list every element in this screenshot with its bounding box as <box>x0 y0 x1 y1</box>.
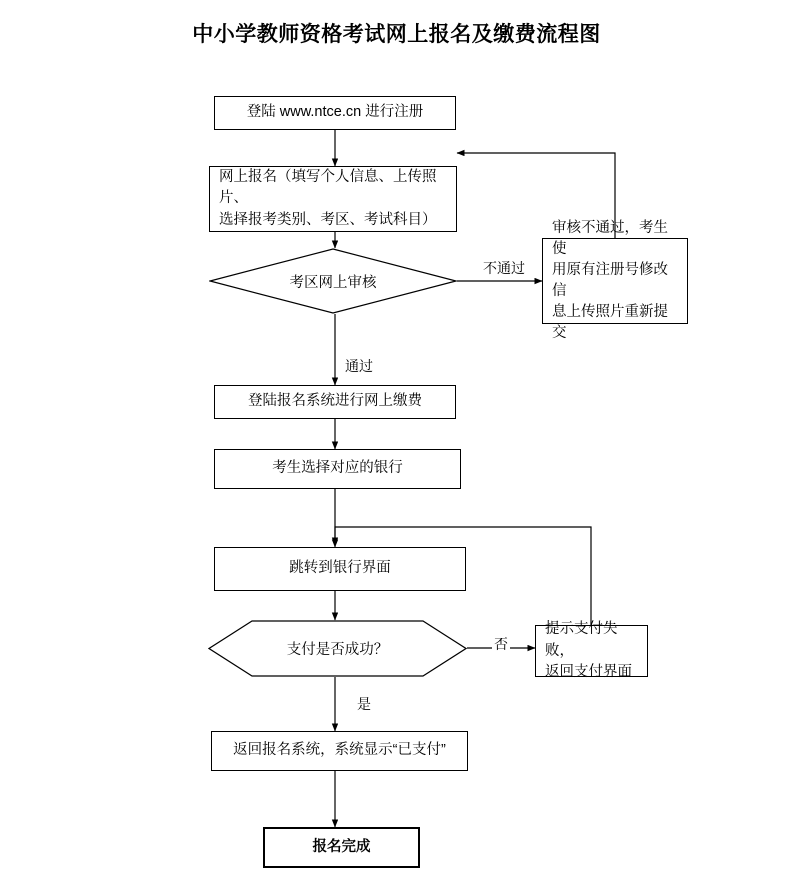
node-online-apply-line2: 选择报考类别、考区、考试科目） <box>219 211 437 228</box>
node-registration-complete <box>263 827 420 868</box>
node-bank-page <box>214 547 466 591</box>
node-payment-success-decision-label: 支付是否成功？ <box>286 642 389 658</box>
node-payment-failed-line1: 提示支付失败， <box>545 621 618 659</box>
edge-label-yes: 是 <box>357 696 371 712</box>
node-register <box>214 96 456 130</box>
edge-label-no: 否 <box>494 636 508 652</box>
node-pay-login-label: 登陆报名系统进行网上缴费 <box>248 393 422 410</box>
page-title: 中小学教师资格考试网上报名及缴费流程图 <box>192 23 601 46</box>
node-choose-bank <box>214 449 461 489</box>
node-review-rejected-line1: 审核不通过，考生使 <box>552 219 668 257</box>
node-back-to-system-label: 返回报名系统，系统显示“已支付” <box>233 742 446 759</box>
node-online-apply-line1: 网上报名（填写个人信息、上传照片、 <box>219 169 437 207</box>
node-review-rejected <box>542 219 688 342</box>
node-register-label: 登陆 www.ntce.cn 进行注册 <box>246 104 424 121</box>
edge-label-pass: 通过 <box>345 358 373 374</box>
node-registration-complete-label: 报名完成 <box>312 838 371 855</box>
edge-label-not-pass: 不通过 <box>483 260 525 276</box>
node-exam-review-label: 考区网上审核 <box>289 274 377 291</box>
node-payment-success-decision <box>208 620 467 677</box>
node-pay-login <box>214 385 456 419</box>
node-online-apply <box>209 166 457 232</box>
node-back-to-system <box>211 731 468 771</box>
node-payment-failed <box>535 621 648 680</box>
node-bank-page-label: 跳转到银行界面 <box>289 560 391 577</box>
node-exam-review <box>209 248 457 314</box>
node-choose-bank-label: 考生选择对应的银行 <box>272 460 403 477</box>
node-review-rejected-line3: 息上传照片重新提交 <box>552 304 668 342</box>
node-payment-failed-line2: 返回支付界面 <box>545 663 632 680</box>
node-review-rejected-line2: 用原有注册号修改信 <box>552 261 668 299</box>
